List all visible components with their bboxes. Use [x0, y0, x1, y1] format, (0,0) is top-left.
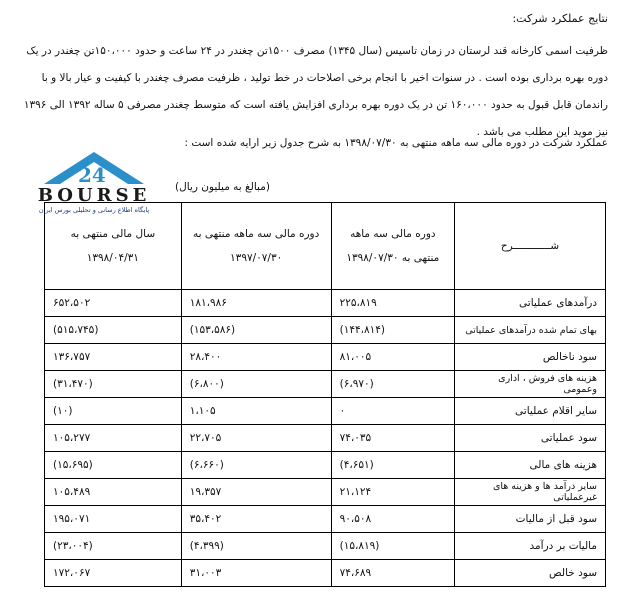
logo-wordmark: BOURSE [37, 185, 151, 206]
header-period-1398: دوره مالی سه ماهه منتهی به ۱۳۹۸/۰۷/۳۰ [331, 203, 454, 290]
value-1398-q: ۷۴،۰۳۵ [331, 425, 454, 452]
row-label: سود ناخالص [455, 344, 606, 371]
performance-paragraph: عملکرد شرکت در دوره مالی سه ماهه منتهی به ۱۳۹۸/۰۷/۳۰ به شرح جدول زیر ارایه شده است : [184, 137, 608, 149]
value-fiscal-year: ۱۰۵،۲۷۷ [45, 425, 182, 452]
value-1397-q: ۳۵،۴۰۲ [181, 506, 331, 533]
row-label: هزینه های فروش ، اداری وعمومی [455, 371, 606, 398]
table-row [45, 398, 606, 425]
value-1397-q: ۲۸،۴۰۰ [181, 344, 331, 371]
row-label: سایر اقلام عملیاتی [455, 398, 606, 425]
value-1397-q: ۱۹،۳۵۷ [181, 479, 331, 506]
value-fiscal-year: (۲۳،۰۰۴) [45, 533, 182, 560]
table-row [45, 533, 606, 560]
row-label: مالیات بر درآمد [455, 533, 606, 560]
table-row [45, 452, 606, 479]
value-1398-q: (۶،۹۷۰) [331, 371, 454, 398]
intro-paragraph: ظرفیت اسمی کارخانه قند لرستان در زمان تاسیس (سال ۱۳۴۵) مصرف ۱۵۰۰تن چغندر در ۲۴ ساعت و حدود ۱۵۰،۰۰۰تن چغندر در یک دوره بهره برداری بوده است . در سنوات اخیر با انجام برخی اصلاحات در خط تولید ، ظرفیت مصرف چغندر با کیفیت و عیار بالا و با راندمان قابل قبول به حدود ۱۶۰،۰۰۰ تن در یک دوره بهره برداری افزایش یافته است که متوسط چغندر مصرفی ۵ ساله ۱۳۹۲ الی ۱۳۹۶ نیز موید این مطلب می باشد . [23, 45, 608, 138]
row-label: سایر درآمد ها و هزینه های غیرعملیاتی [455, 479, 606, 506]
value-fiscal-year: ۱۰۵،۴۸۹ [45, 479, 182, 506]
header-description: شــــــــــــرح [455, 203, 606, 290]
value-fiscal-year: ۶۵۲،۵۰۲ [45, 290, 182, 317]
table-row [45, 290, 606, 317]
value-fiscal-year: ۱۹۵،۰۷۱ [45, 506, 182, 533]
value-fiscal-year: ۱۳۶،۷۵۷ [45, 344, 182, 371]
financial-table [44, 202, 606, 587]
value-1398-q: ۹۰،۵۰۸ [331, 506, 454, 533]
value-1398-q: (۱۵،۸۱۹) [331, 533, 454, 560]
value-fiscal-year: (۵۱۵،۷۴۵) [45, 317, 182, 344]
value-1397-q: ۳۱،۰۰۳ [181, 560, 331, 587]
value-1397-q: (۱۵۳،۵۸۶) [181, 317, 331, 344]
value-1398-q: ۲۲۵،۸۱۹ [331, 290, 454, 317]
table-row [45, 317, 606, 344]
value-1398-q: (۱۴۴،۸۱۴) [331, 317, 454, 344]
value-fiscal-year: ۱۷۲،۰۶۷ [45, 560, 182, 587]
header-period-1397: دوره مالی سه ماهه منتهی به ۱۳۹۷/۰۷/۳۰ [181, 203, 331, 290]
value-1397-q: (۶،۶۶۰) [181, 452, 331, 479]
row-label: درآمدهای عملیاتی [455, 290, 606, 317]
value-1398-q: ۰ [331, 398, 454, 425]
table-row [45, 560, 606, 587]
row-label: هزینه های مالی [455, 452, 606, 479]
value-1397-q: ۱،۱۰۵ [181, 398, 331, 425]
value-1398-q: ۲۱،۱۲۴ [331, 479, 454, 506]
value-1398-q: ۷۴،۶۸۹ [331, 560, 454, 587]
table-row [45, 425, 606, 452]
unit-note: (مبالغ به میلیون ریال) [175, 181, 270, 193]
section-heading: نتایج عملکرد شرکت: [512, 12, 608, 25]
row-label: بهای تمام شده درآمدهای عملیاتی [455, 317, 606, 344]
table-header-row [45, 203, 606, 290]
svg-text:24: 24 [78, 163, 106, 187]
table-row [45, 506, 606, 533]
table-row [45, 344, 606, 371]
value-1397-q: ۲۲،۷۰۵ [181, 425, 331, 452]
value-fiscal-year: (۳۱،۴۷۰) [45, 371, 182, 398]
logo-subtitle: پایگاه اطلاع رسانی و تحلیلی بورس ایران [38, 206, 150, 214]
row-label: سود خالص [455, 560, 606, 587]
value-fiscal-year: (۱۰) [45, 398, 182, 425]
bourse-mark-icon [16, 150, 172, 190]
table-row [45, 371, 606, 398]
row-label: سود عملیاتی [455, 425, 606, 452]
value-1397-q: (۴،۳۹۹) [181, 533, 331, 560]
header-fiscal-year: سال مالی منتهی به ۱۳۹۸/۰۴/۳۱ [45, 203, 182, 290]
table-row [45, 479, 606, 506]
value-1398-q: (۴،۶۵۱) [331, 452, 454, 479]
row-label: سود قبل از مالیات [455, 506, 606, 533]
value-fiscal-year: (۱۵،۶۹۵) [45, 452, 182, 479]
value-1397-q: ۱۸۱،۹۸۶ [181, 290, 331, 317]
value-1397-q: (۶،۸۰۰) [181, 371, 331, 398]
value-1398-q: ۸۱،۰۰۵ [331, 344, 454, 371]
